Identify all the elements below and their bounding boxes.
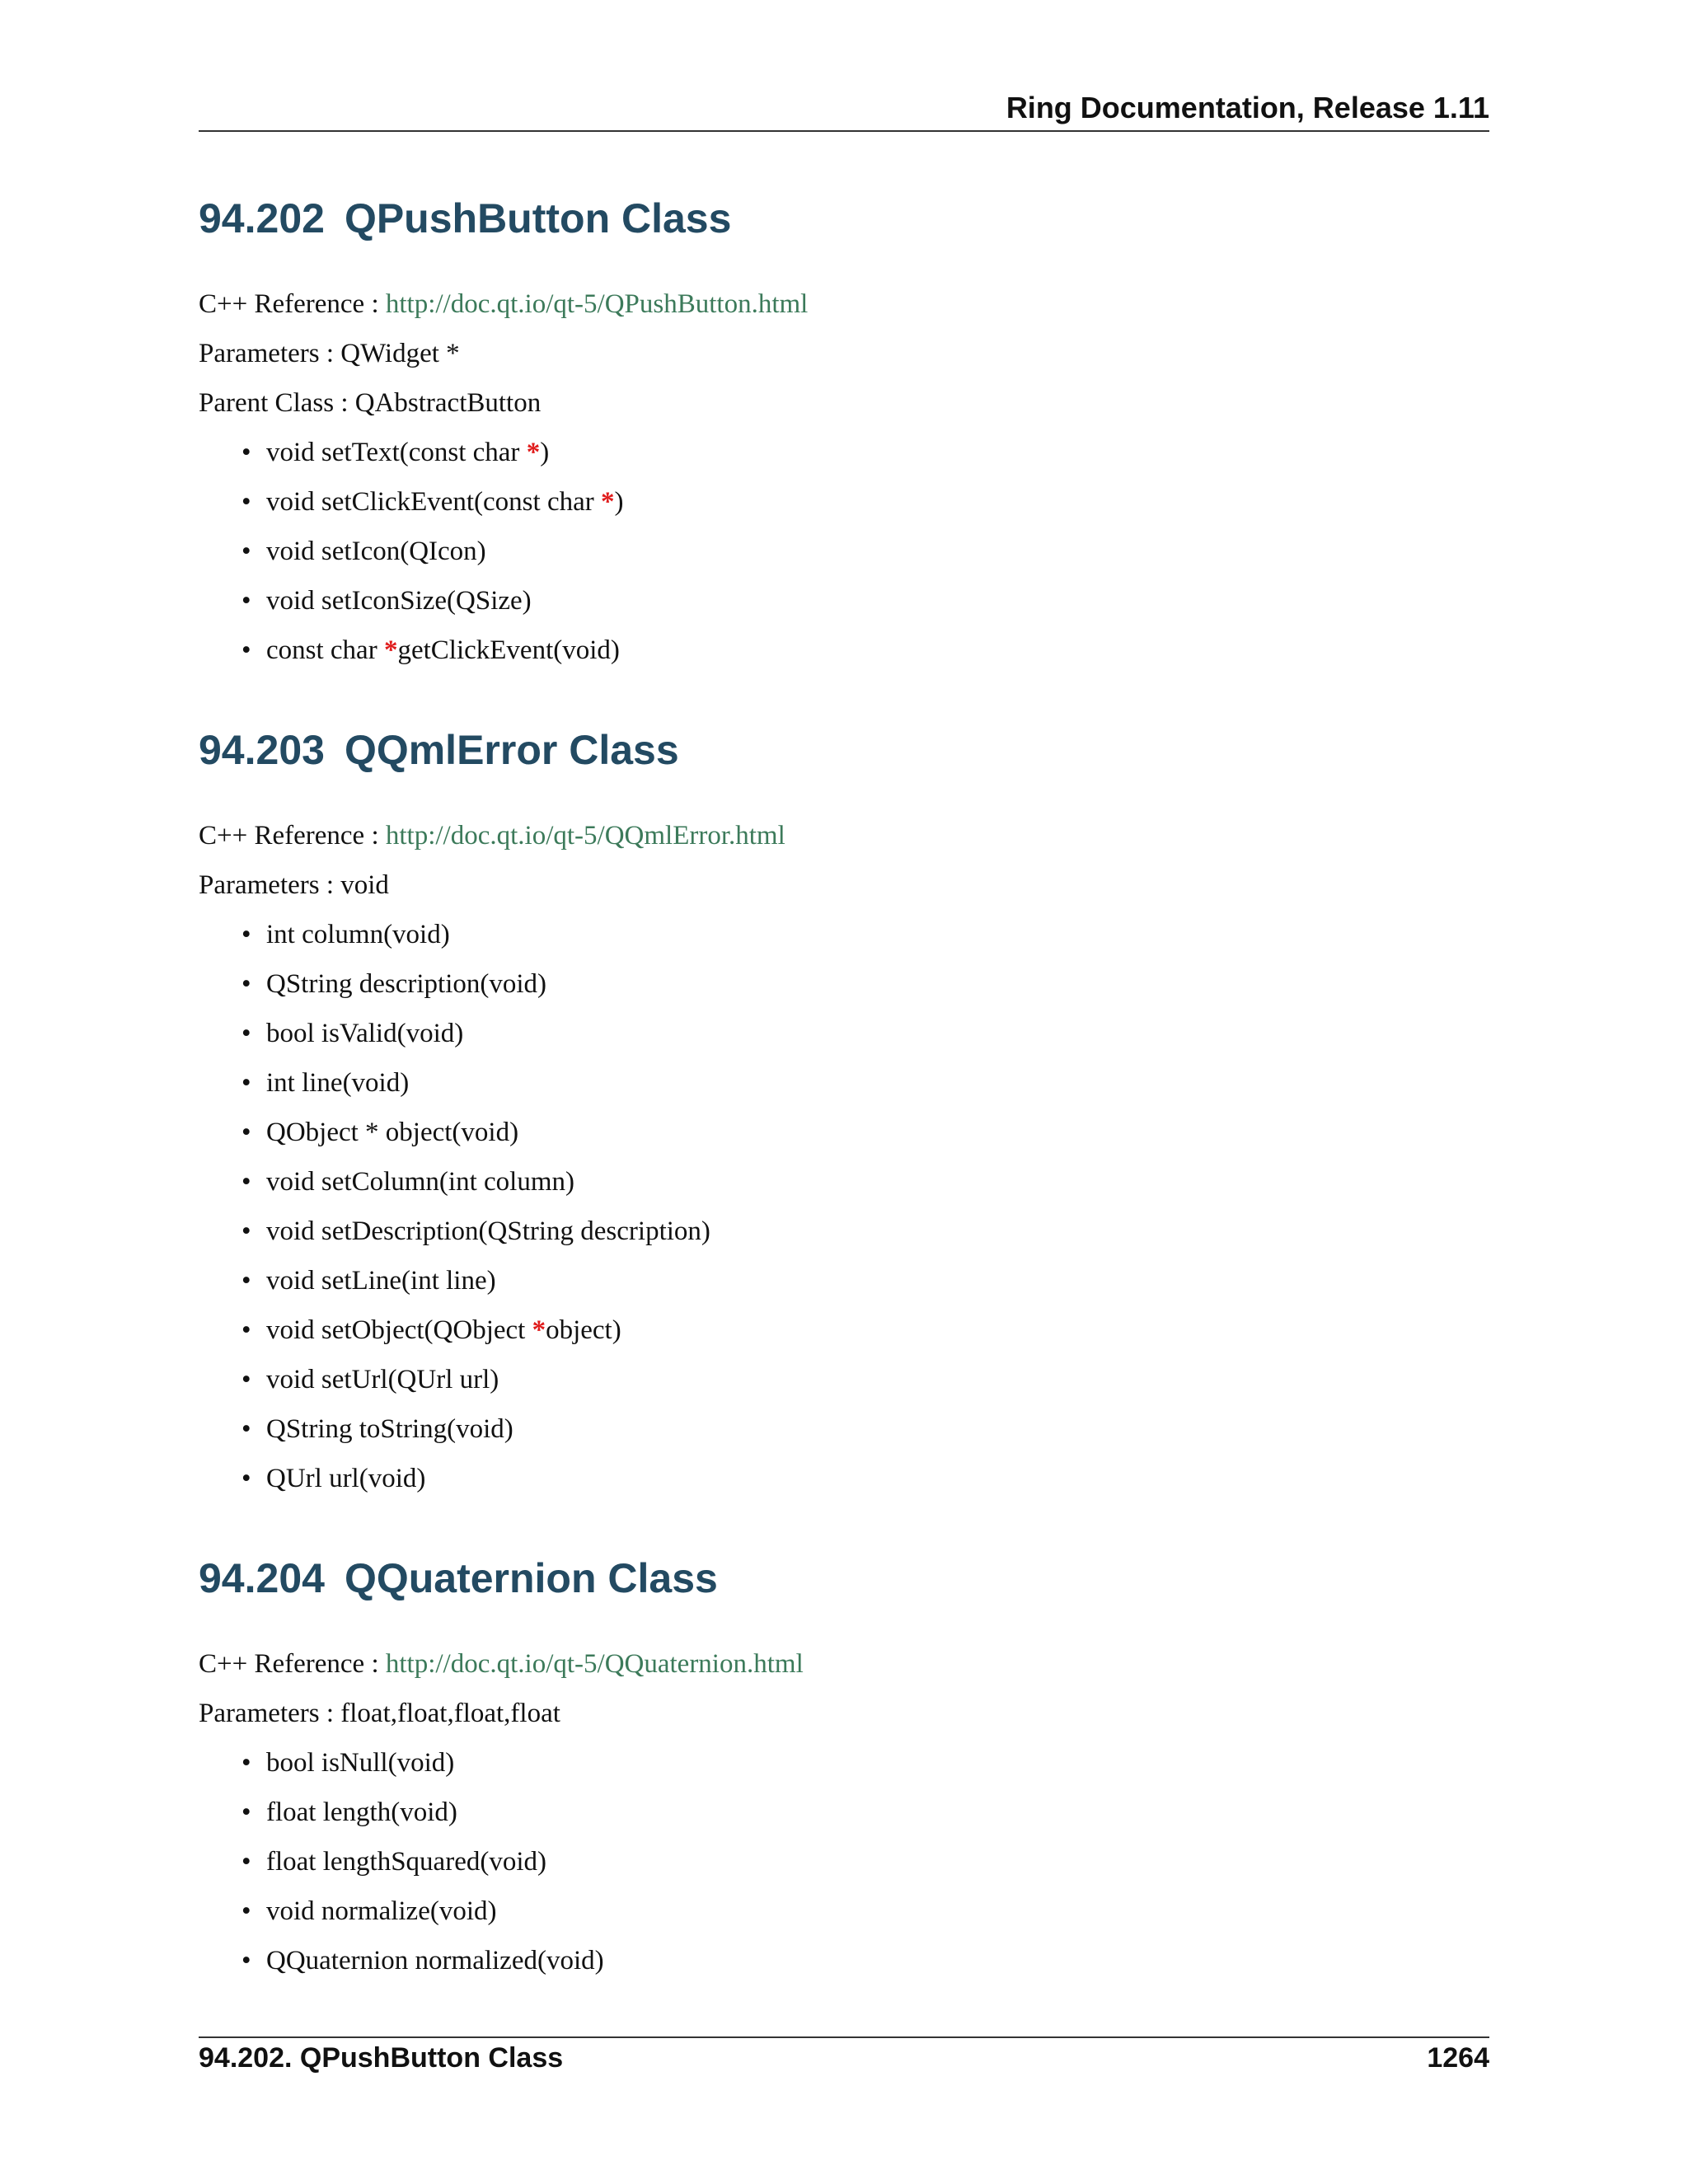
header-rule bbox=[199, 130, 1489, 132]
list-item: • void setText(const char *) bbox=[241, 428, 1489, 477]
parameters: Parameters : float,float,float,float bbox=[199, 1699, 560, 1728]
list-item: • float lengthSquared(void) bbox=[241, 1837, 1489, 1886]
bullet: • bbox=[241, 969, 251, 999]
cpp-reference-label: C++ Reference : bbox=[199, 1649, 386, 1679]
section-number: 94.203 bbox=[199, 727, 325, 773]
bullet: • bbox=[241, 1896, 251, 1926]
section-title: QPushButton Class bbox=[344, 195, 732, 241]
parent-class: Parent Class : QAbstractButton bbox=[199, 388, 542, 418]
bullet: • bbox=[241, 1019, 251, 1048]
page-footer bbox=[199, 2042, 1489, 2074]
cpp-reference bbox=[199, 811, 1489, 860]
list-item: • QUrl url(void) bbox=[241, 1454, 1489, 1503]
cpp-reference bbox=[199, 279, 1489, 329]
list-item: • void setIcon(QIcon) bbox=[241, 527, 1489, 576]
bullet: • bbox=[241, 1414, 251, 1444]
method-list bbox=[199, 1738, 1489, 1985]
bullet: • bbox=[241, 1847, 251, 1877]
bullet: • bbox=[241, 1365, 251, 1394]
footer-section-label: 94.202. QPushButton Class bbox=[199, 2042, 564, 2074]
section-heading bbox=[199, 1554, 1489, 1603]
page-number: 1264 bbox=[1427, 2042, 1489, 2074]
list-item: • QString description(void) bbox=[241, 959, 1489, 1009]
bullet: • bbox=[241, 1266, 251, 1296]
bullet: • bbox=[241, 487, 251, 517]
list-item: • void setIconSize(QSize) bbox=[241, 576, 1489, 626]
bullet: • bbox=[241, 1797, 251, 1827]
bullet: • bbox=[241, 1216, 251, 1246]
list-item: • void setClickEvent(const char *) bbox=[241, 477, 1489, 527]
section-number: 94.202 bbox=[199, 195, 325, 241]
bullet: • bbox=[241, 586, 251, 616]
bullet: • bbox=[241, 438, 251, 467]
list-item: • void setColumn(int column) bbox=[241, 1157, 1489, 1207]
bullet: • bbox=[241, 537, 251, 566]
cpp-reference-label: C++ Reference : bbox=[199, 821, 386, 851]
cpp-reference-label: C++ Reference : bbox=[199, 289, 386, 319]
section-heading bbox=[199, 725, 1489, 775]
list-item: • void setDescription(QString description) bbox=[241, 1207, 1489, 1256]
bullet: • bbox=[241, 920, 251, 949]
list-item: • bool isValid(void) bbox=[241, 1009, 1489, 1058]
bullet: • bbox=[241, 1464, 251, 1493]
bullet: • bbox=[241, 1068, 251, 1098]
bullet: • bbox=[241, 1946, 251, 1975]
section-qqmlerror bbox=[199, 725, 1489, 1503]
list-item: • int line(void) bbox=[241, 1058, 1489, 1108]
section-heading bbox=[199, 194, 1489, 243]
list-item: • void setLine(int line) bbox=[241, 1256, 1489, 1305]
section-qpushbutton bbox=[199, 194, 1489, 675]
section-number: 94.204 bbox=[199, 1555, 325, 1601]
list-item: • float length(void) bbox=[241, 1788, 1489, 1837]
cpp-reference bbox=[199, 1639, 1489, 1689]
list-item: • void setUrl(QUrl url) bbox=[241, 1355, 1489, 1404]
list-item: • QQuaternion normalized(void) bbox=[241, 1936, 1489, 1985]
bullet: • bbox=[241, 1315, 251, 1345]
bullet: • bbox=[241, 1167, 251, 1197]
list-item: • int column(void) bbox=[241, 910, 1489, 959]
list-item: • void normalize(void) bbox=[241, 1886, 1489, 1936]
bullet: • bbox=[241, 635, 251, 665]
section-title: QQuaternion Class bbox=[344, 1555, 718, 1601]
list-item: • bool isNull(void) bbox=[241, 1738, 1489, 1788]
method-list bbox=[199, 428, 1489, 675]
parameters: Parameters : QWidget * bbox=[199, 339, 460, 368]
footer-rule bbox=[199, 2036, 1489, 2038]
cpp-reference-link[interactable]: http://doc.qt.io/qt-5/QQmlError.html bbox=[385, 821, 785, 851]
section-title: QQmlError Class bbox=[344, 727, 679, 773]
running-header: Ring Documentation, Release 1.11 bbox=[1006, 91, 1489, 124]
cpp-reference-link[interactable]: http://doc.qt.io/qt-5/QPushButton.html bbox=[385, 289, 809, 319]
list-item: • void setObject(QObject *object) bbox=[241, 1305, 1489, 1355]
list-item: • QString toString(void) bbox=[241, 1404, 1489, 1454]
cpp-reference-link[interactable]: http://doc.qt.io/qt-5/QQuaternion.html bbox=[385, 1649, 804, 1679]
bullet: • bbox=[241, 1118, 251, 1147]
parameters: Parameters : void bbox=[199, 870, 389, 900]
list-item: • QObject * object(void) bbox=[241, 1108, 1489, 1157]
list-item: • const char *getClickEvent(void) bbox=[241, 626, 1489, 675]
method-list bbox=[199, 910, 1489, 1503]
section-qquaternion bbox=[199, 1554, 1489, 1985]
bullet: • bbox=[241, 1748, 251, 1778]
